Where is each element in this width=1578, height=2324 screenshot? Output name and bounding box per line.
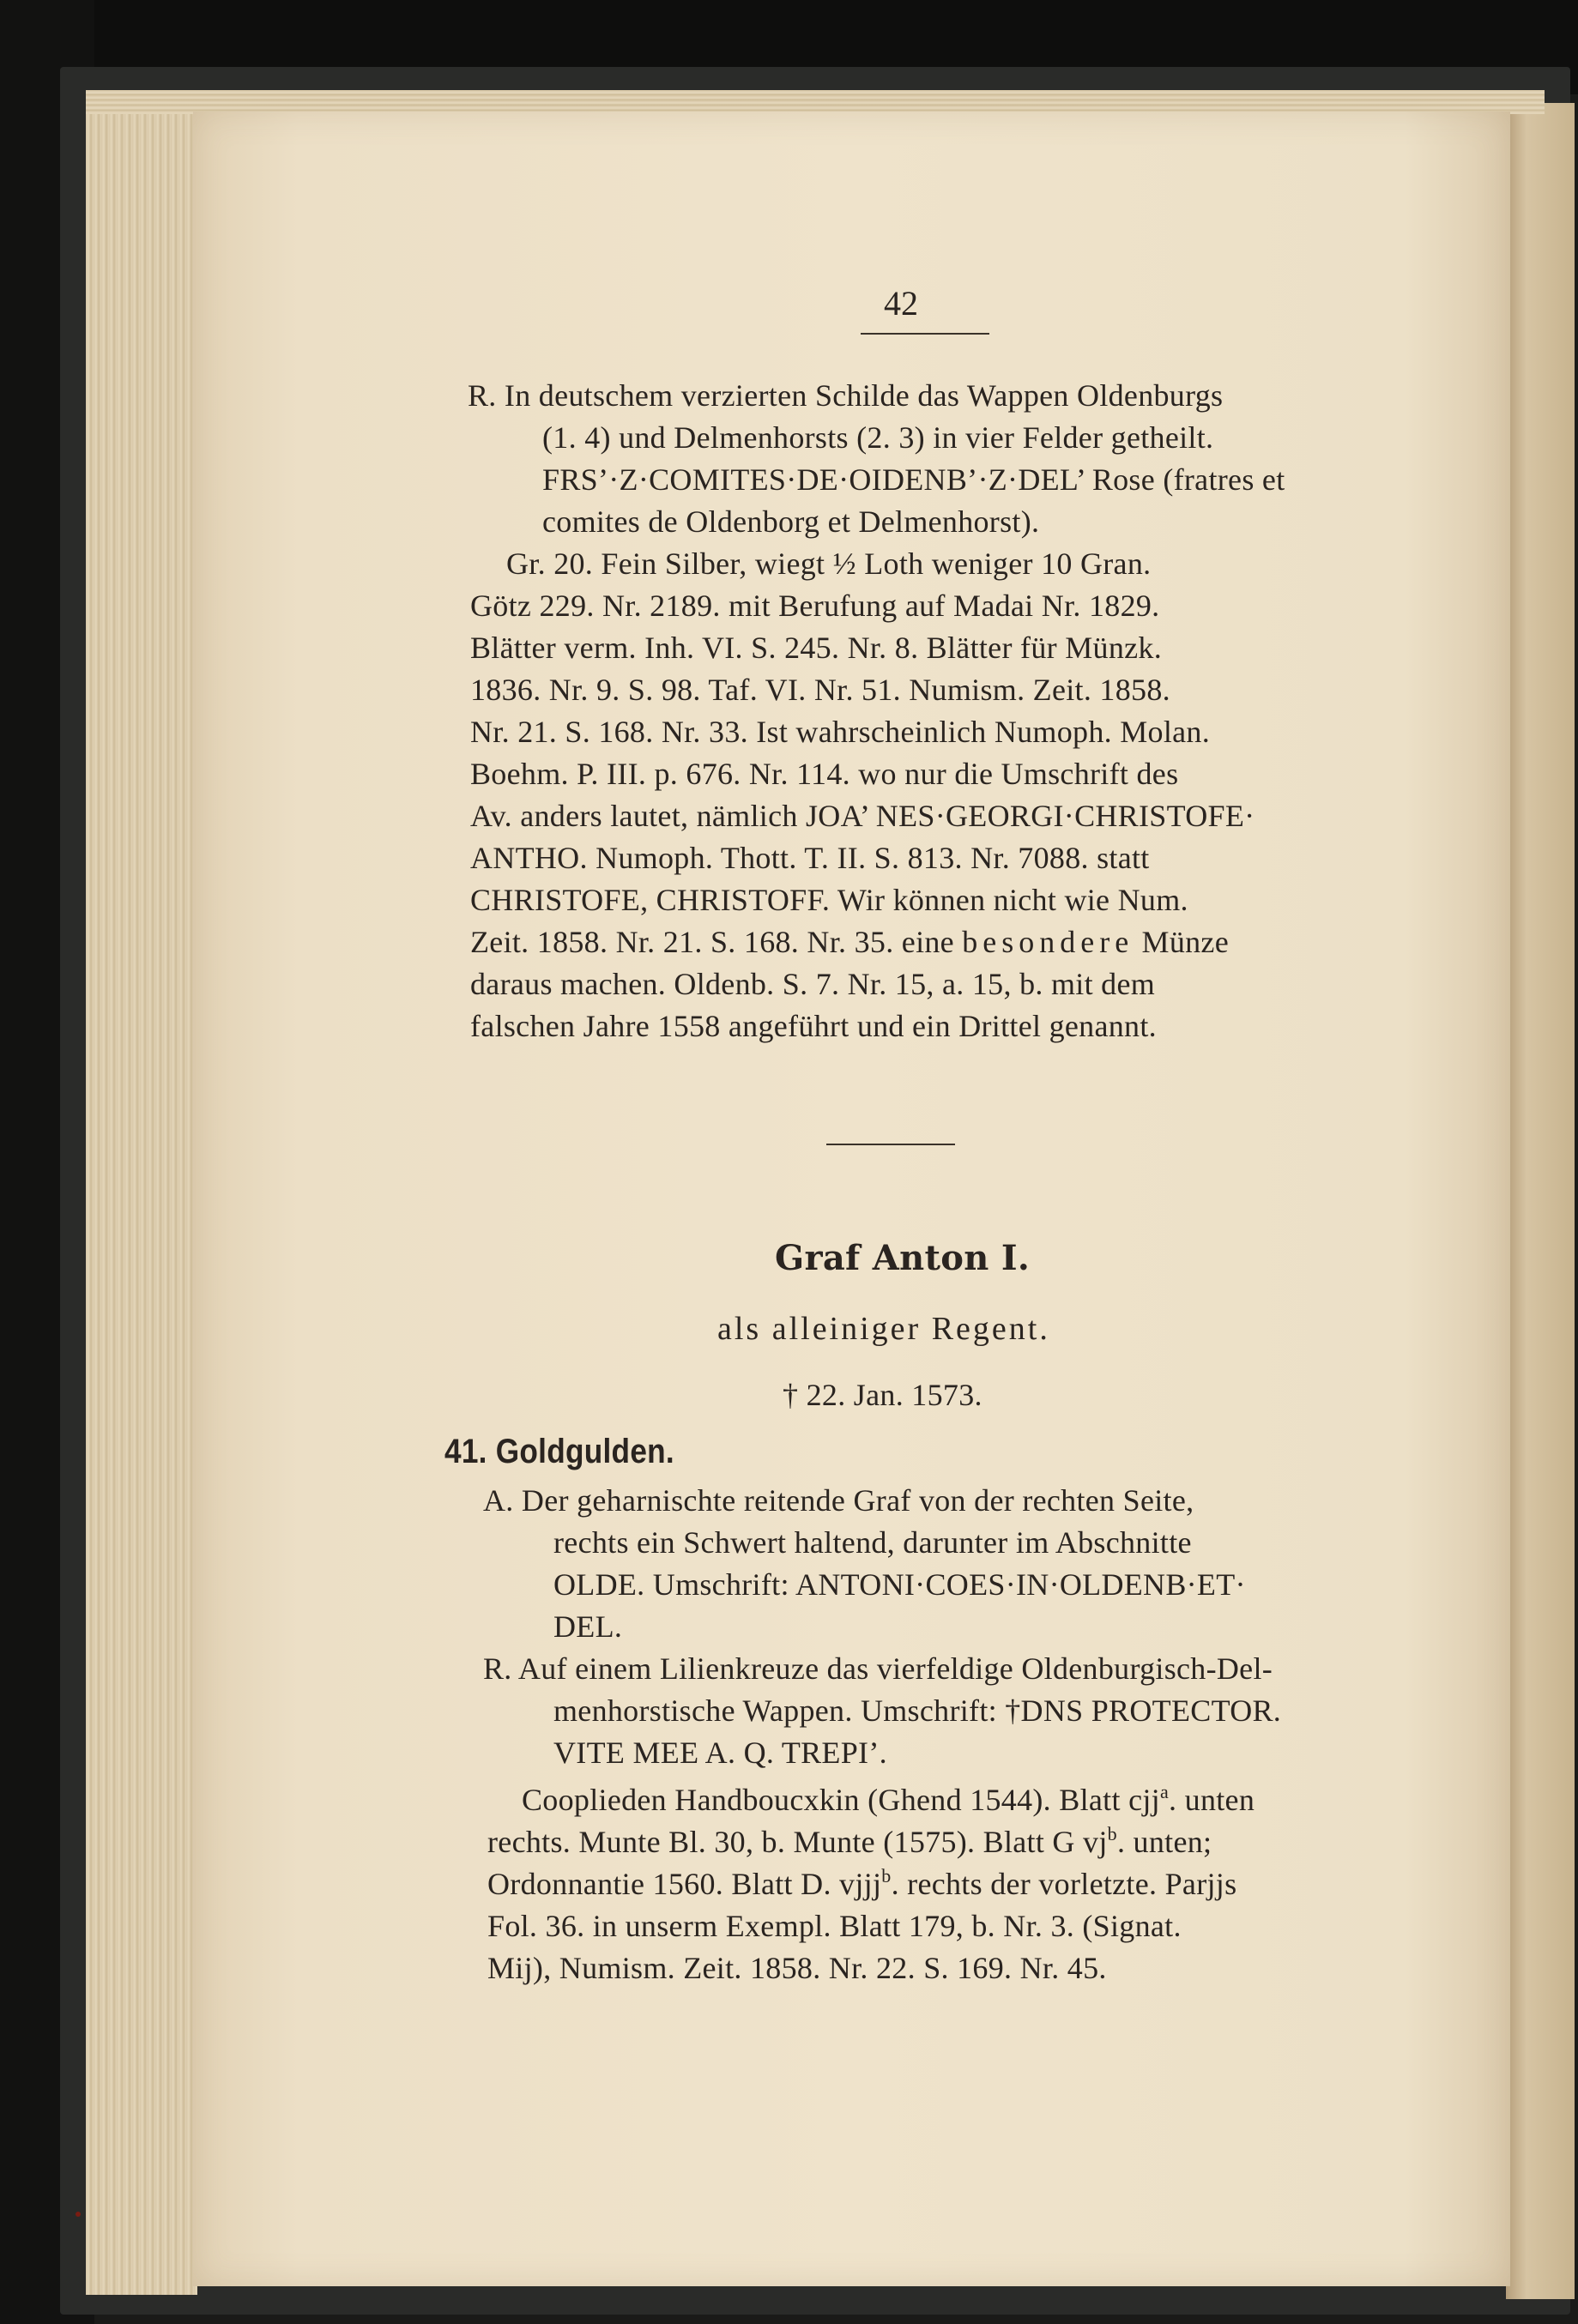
item-title: 41. Goldgulden. [444, 1433, 674, 1470]
entry-line-text: Münze [1141, 925, 1229, 959]
item-line [487, 1824, 1212, 1860]
item-line: Mij), Numism. Zeit. 1858. Nr. 22. S. 169. Nr. 45. [487, 1951, 1107, 1985]
ink-mark [76, 2212, 81, 2217]
entry-line: R. In deutschem verzierten Schilde das Wappen Oldenburgs [468, 378, 1224, 413]
item-line: R. Auf einem Lilienkreuze das vierfeldige Oldenburgisch-Del- [483, 1651, 1273, 1686]
item-line [487, 1866, 1236, 1902]
superscript: b [1107, 1823, 1117, 1844]
item-line-text: Cooplieden Handboucxkin (Ghend 1544). Blatt cjj [522, 1783, 1160, 1817]
page-stack-edges [86, 90, 197, 2295]
entry-line: FRS’·Z·COMITES·DE·OIDENB’·Z·DEL’ Rose (fratres et [542, 462, 1285, 497]
item-line-text: rechts. Munte Bl. 30, b. Munte (1575). Blatt G vj [487, 1825, 1108, 1859]
entry-line: 1836. Nr. 9. S. 98. Taf. VI. Nr. 51. Numism. Zeit. 1858. [470, 673, 1170, 707]
emphasized-word: besondere [962, 925, 1134, 959]
entry-line: Boehm. P. III. p. 676. Nr. 114. wo nur die Umschrift des [470, 757, 1179, 791]
entry-line: Blätter verm. Inh. VI. S. 245. Nr. 8. Blätter für Münzk. [470, 631, 1163, 665]
item-line: OLDE. Umschrift: ANTONI·COES·IN·OLDENB·ET· [553, 1567, 1246, 1602]
entry-line: Nr. 21. S. 168. Nr. 33. Ist wahrscheinlich Numoph. Molan. [470, 715, 1211, 749]
item-line [522, 1782, 1255, 1818]
superscript: b [881, 1865, 892, 1886]
item-line: VITE MEE A. Q. TREPI’. [553, 1735, 887, 1770]
section-subtitle: als alleiniger Regent. [717, 1311, 1050, 1347]
entry-line [470, 924, 1229, 960]
entry-line: (1. 4) und Delmenhorsts (2. 3) in vier Felder getheilt. [542, 420, 1214, 455]
item-line: rechts ein Schwert haltend, darunter im Abschnitte [553, 1525, 1192, 1560]
item-line: DEL. [553, 1609, 623, 1644]
section-divider [826, 1144, 955, 1145]
entry-line: falschen Jahre 1558 angeführt und ein Drittel genannt. [470, 1009, 1157, 1043]
item-line: menhorstische Wappen. Umschrift: †DNS PROTECTOR. [553, 1693, 1282, 1728]
section-death-date: † 22. Jan. 1573. [783, 1378, 982, 1412]
entry-line-text: Zeit. 1858. Nr. 21. S. 168. Nr. 35. eine [470, 925, 954, 959]
item-line-text: . unten [1169, 1783, 1255, 1817]
item-line: Fol. 36. in unserm Exempl. Blatt 179, b. Nr. 3. (Signat. [487, 1909, 1182, 1943]
page-number-rule [861, 333, 989, 335]
superscript: a [1159, 1781, 1170, 1802]
entry-line: comites de Oldenborg et Delmenhorst). [542, 504, 1040, 539]
entry-line: Götz 229. Nr. 2189. mit Berufung auf Madai Nr. 1829. [470, 589, 1160, 623]
section-title: Graf Anton I. [775, 1238, 1031, 1278]
page-stack-top-edges [86, 90, 1545, 114]
item-line-text: . rechts der vorletzte. Parjjs [891, 1867, 1237, 1901]
entry-line: CHRISTOFE, CHRISTOFF. Wir können nicht wie Num. [470, 883, 1188, 917]
entry-line: daraus machen. Oldenb. S. 7. Nr. 15, a. 15, b. mit dem [470, 967, 1156, 1001]
item-line-text: Ordonnantie 1560. Blatt D. vjjj [487, 1867, 882, 1901]
entry-line: Gr. 20. Fein Silber, wiegt ½ Loth weniger 10 Gran. [506, 546, 1152, 581]
item-line: A. Der geharnischte reitende Graf von der rechten Seite, [483, 1483, 1194, 1518]
item-line-text: . unten; [1116, 1825, 1212, 1859]
entry-line: Av. anders lautet, nämlich JOA’ NES·GEORGI·CHRISTOFE· [470, 799, 1255, 833]
page-number: 42 [884, 284, 918, 323]
entry-line: ANTHO. Numoph. Thott. T. II. S. 813. Nr. 7088. statt [470, 841, 1150, 875]
facing-page-edge [1506, 103, 1575, 2299]
